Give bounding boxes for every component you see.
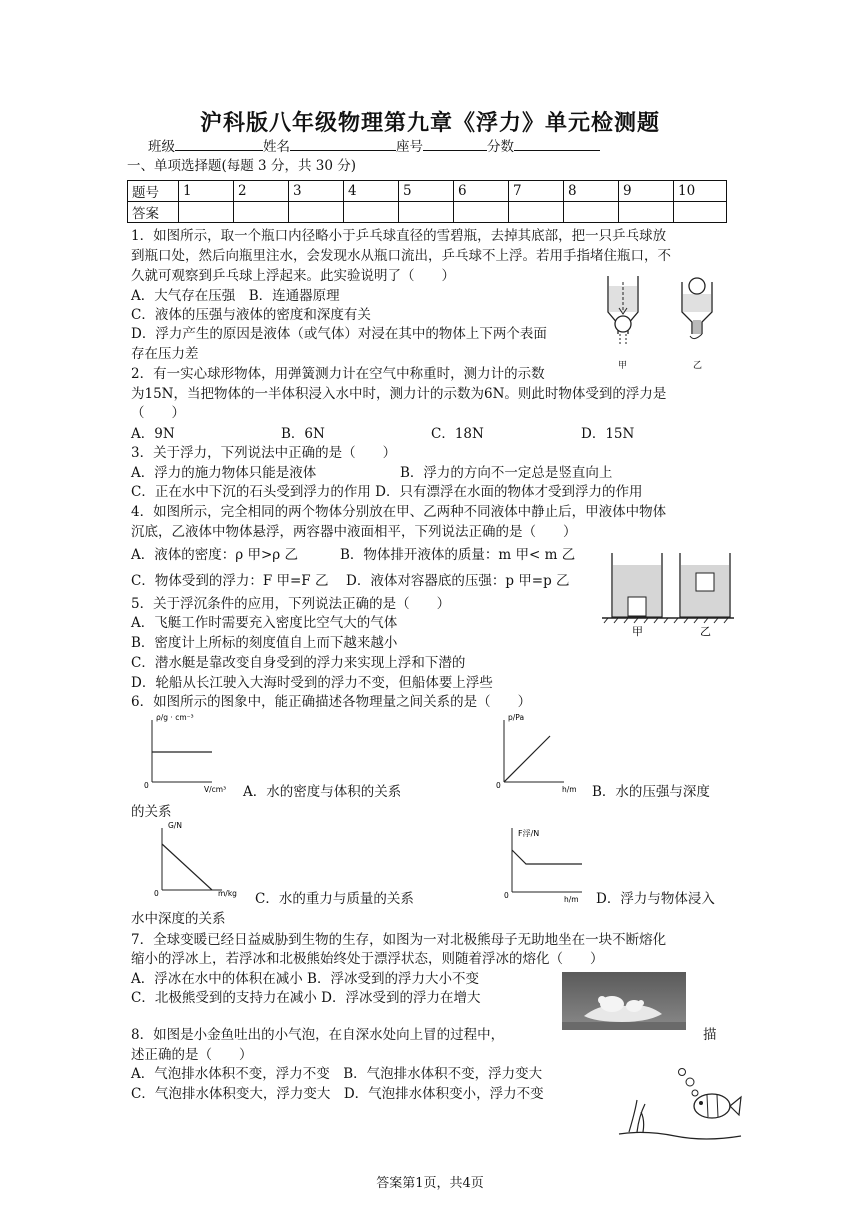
figure-label-jia: 甲 bbox=[618, 361, 628, 371]
q8-line2: 述正确的是（ ） bbox=[131, 1047, 253, 1063]
q5-option-a: A．飞艇工作时需要充入密度比空气大的气体 bbox=[131, 615, 398, 631]
answer-cell[interactable] bbox=[619, 202, 674, 223]
q3-option-b: B．浮力的方向不一定总是竖直向上 bbox=[400, 465, 613, 481]
q1-option-d2: 存在压力差 bbox=[131, 346, 199, 362]
table-cell: 7 bbox=[509, 181, 564, 202]
q1-line2: 到瓶口处，然后向瓶里注水，会发现水从瓶口流出，乒乓球不上浮。若用手指堵住瓶口，不 bbox=[131, 248, 671, 264]
answer-cell[interactable] bbox=[564, 202, 619, 223]
polar-bear-photo bbox=[562, 972, 686, 1030]
table-head-answer: 答案 bbox=[128, 202, 179, 223]
table-cell: 5 bbox=[399, 181, 454, 202]
graph-c-xlabel: m/kg bbox=[218, 889, 237, 898]
q3-option-cd: C．正在水中下沉的石头受到浮力的作用 D．只有漂浮在水面的物体才受到浮力的作用 bbox=[131, 484, 643, 500]
q6-option-b-cont: 的关系 bbox=[131, 804, 172, 820]
answer-cell[interactable] bbox=[234, 202, 289, 223]
class-label: 班级 bbox=[148, 139, 175, 155]
q2-line1: 2．有一实心球形物体，用弹簧测力计在空气中称重时，测力计的示数 bbox=[131, 366, 545, 382]
info-line bbox=[148, 138, 600, 155]
q2-option-a: A．9N bbox=[131, 426, 175, 442]
q1-option-d1: D．浮力产生的原因是液体（或气体）对浸在其中的物体上下两个表面 bbox=[131, 326, 547, 342]
page-footer: 答案第1页，共4页 bbox=[376, 1176, 484, 1191]
name-label: 姓名 bbox=[263, 139, 290, 155]
answer-cell[interactable] bbox=[454, 202, 509, 223]
q4-option-c: C．物体受到的浮力：F 甲=F 乙 bbox=[131, 573, 329, 589]
figure-label-yi: 乙 bbox=[693, 361, 703, 371]
graph-b-ylabel: p/Pa bbox=[508, 713, 525, 722]
table-row bbox=[128, 202, 727, 223]
q5-option-d: D．轮船从长江驶入大海时受到的浮力不变，但船体要上浮些 bbox=[131, 675, 493, 691]
answer-cell[interactable] bbox=[509, 202, 564, 223]
q1-bottle-figure bbox=[598, 272, 728, 372]
table-cell: 1 bbox=[179, 181, 234, 202]
q4-line2: 沉底，乙液体中物体悬浮，两容器中液面相平，下列说法正确的是（ ） bbox=[131, 524, 577, 540]
answer-cell[interactable] bbox=[179, 202, 234, 223]
table-cell: 4 bbox=[344, 181, 399, 202]
q7-line2: 缩小的浮冰上，若浮冰和北极熊始终处于漂浮状态，则随着浮冰的熔化（ ） bbox=[131, 951, 604, 967]
graph-d-ylabel: F浮/N bbox=[518, 829, 540, 838]
class-blank[interactable] bbox=[175, 138, 263, 151]
q4-option-d: D．液体对容器底的压强：p 甲=p 乙 bbox=[346, 573, 570, 589]
q7-line1: 7．全球变暖已经日益威胁到生物的生存，如图为一对北极熊母子无助地坐在一块不断熔化 bbox=[131, 932, 667, 948]
seat-label: 座号 bbox=[396, 139, 423, 155]
score-label: 分数 bbox=[487, 139, 514, 155]
graph-a-ylabel: ρ/g · cm⁻³ bbox=[156, 713, 194, 722]
graph-a-origin: 0 bbox=[144, 781, 149, 790]
q2-option-b: B．6N bbox=[281, 426, 325, 442]
q1-line1: 1．如图所示，取一个瓶口内径略小于乒乓球直径的雪碧瓶，去掉其底部，把一只乒乓球放 bbox=[131, 228, 667, 244]
q8-line1-end: 描 bbox=[703, 1027, 717, 1043]
q5-line1: 5．关于浮沉条件的应用，下列说法正确的是（ ） bbox=[131, 596, 451, 612]
figure-label-jia: 甲 bbox=[632, 625, 643, 638]
name-blank[interactable] bbox=[290, 138, 396, 151]
graph-d-origin: 0 bbox=[504, 891, 509, 900]
answer-cell[interactable] bbox=[344, 202, 399, 223]
q6-option-c: C．水的重力与质量的关系 bbox=[255, 891, 414, 907]
q1-option-ab: A．大气存在压强 B．连通器原理 bbox=[131, 288, 340, 304]
q2-option-c: C．18N bbox=[431, 426, 484, 442]
q8-option-cd: C．气泡排水体积变大，浮力变大 D．气泡排水体积变小，浮力不变 bbox=[131, 1086, 544, 1102]
q7-option-cd: C．北极熊受到的支持力在减小 D．浮冰受到的浮力在增大 bbox=[131, 990, 481, 1006]
q4-option-a: A．液体的密度：ρ 甲>ρ 乙 bbox=[131, 547, 299, 563]
section-heading: 一、单项选择题(每题 3 分，共 30 分) bbox=[127, 158, 356, 174]
q3-option-a: A．浮力的施力物体只能是液体 bbox=[131, 465, 317, 481]
q6-line1: 6．如图所示的图象中，能正确描述各物理量之间关系的是（ ） bbox=[131, 694, 532, 710]
graph-b-origin: 0 bbox=[496, 781, 501, 790]
table-row bbox=[128, 181, 727, 202]
table-cell: 10 bbox=[674, 181, 727, 202]
page-title: 沪科版八年级物理第九章《浮力》单元检测题 bbox=[199, 110, 660, 136]
q2-line3: （ ） bbox=[131, 405, 185, 421]
table-head-number: 题号 bbox=[128, 181, 179, 202]
q1-line3: 久就可观察到乒乓球上浮起来。此实验说明了（ ） bbox=[131, 268, 455, 284]
q2-line2: 为15N，当把物体的一半体积浸入水中时，测力计的示数为6N。则此时物体受到的浮力是 bbox=[131, 386, 667, 402]
q6-graph-d bbox=[500, 820, 600, 906]
q3-line1: 3．关于浮力，下列说法中正确的是（ ） bbox=[131, 445, 397, 461]
figure-label-yi: 乙 bbox=[700, 625, 711, 638]
q1-option-c: C．液体的压强与液体的密度和深度有关 bbox=[131, 307, 371, 323]
seat-blank[interactable] bbox=[423, 138, 487, 151]
goldfish-figure bbox=[615, 1064, 745, 1142]
graph-a-xlabel: V/cm³ bbox=[204, 785, 227, 794]
q2-option-d: D．15N bbox=[581, 426, 635, 442]
q6-option-d: D．浮力与物体浸入 bbox=[596, 891, 715, 907]
table-cell: 6 bbox=[454, 181, 509, 202]
graph-d-xlabel: h/m bbox=[564, 895, 579, 904]
q6-option-a: A．水的密度与体积的关系 bbox=[243, 784, 402, 800]
answer-cell[interactable] bbox=[399, 202, 454, 223]
q4-option-b: B．物体排开液体的质量：m 甲< m 乙 bbox=[340, 547, 576, 563]
graph-c-origin: 0 bbox=[154, 889, 159, 898]
q6-graph-c bbox=[150, 820, 250, 904]
table-cell: 2 bbox=[234, 181, 289, 202]
table-cell: 9 bbox=[619, 181, 674, 202]
q5-option-c: C．潜水艇是靠改变自身受到的浮力来实现上浮和下潜的 bbox=[131, 655, 466, 671]
q6-graph-b bbox=[492, 712, 592, 796]
q4-container-figure bbox=[600, 545, 736, 640]
q6-graph-a bbox=[140, 712, 240, 796]
q6-option-b: B．水的压强与深度 bbox=[592, 784, 710, 800]
q6-option-d-cont: 水中深度的关系 bbox=[131, 911, 226, 927]
q5-option-b: B．密度计上所标的刻度值自上而下越来越小 bbox=[131, 635, 398, 651]
graph-c-ylabel: G/N bbox=[168, 821, 182, 830]
table-cell: 3 bbox=[289, 181, 344, 202]
answer-table bbox=[127, 180, 727, 223]
q7-option-ab: A．浮冰在水中的体积在减小 B．浮冰受到的浮力大小不变 bbox=[131, 971, 479, 987]
q8-option-ab: A．气泡排水体积不变，浮力不变 B．气泡排水体积不变，浮力变大 bbox=[131, 1066, 543, 1082]
q8-line1: 8．如图是小金鱼吐出的小气泡，在自深水处向上冒的过程中， bbox=[131, 1027, 505, 1043]
score-blank[interactable] bbox=[514, 138, 600, 151]
graph-b-xlabel: h/m bbox=[562, 785, 577, 794]
answer-cell[interactable] bbox=[289, 202, 344, 223]
q4-line1: 4．如图所示，完全相同的两个物体分别放在甲、乙两种不同液体中静止后，甲液体中物体 bbox=[131, 504, 667, 520]
answer-cell[interactable] bbox=[674, 202, 727, 223]
table-cell: 8 bbox=[564, 181, 619, 202]
